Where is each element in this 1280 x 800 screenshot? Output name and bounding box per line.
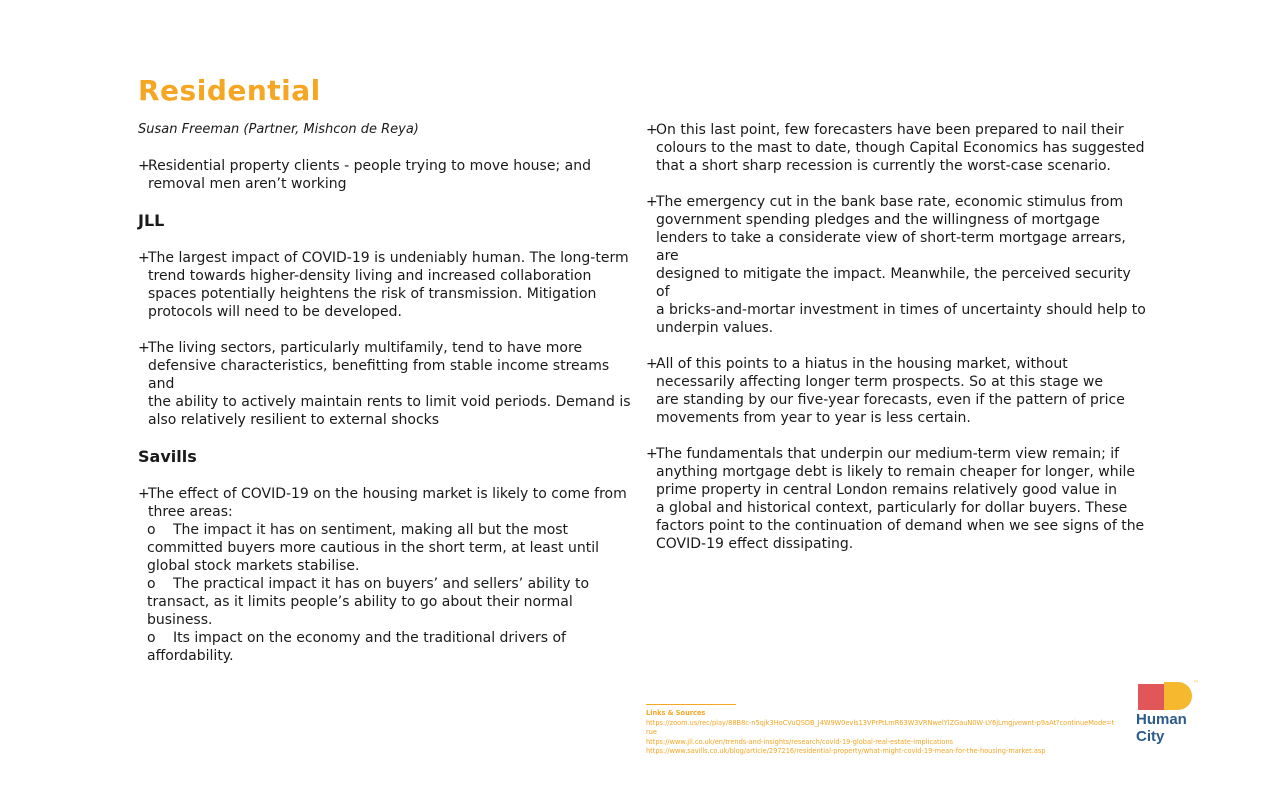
bullet-item (646, 355, 1146, 427)
sub-item (147, 575, 638, 629)
logo-text-line1: Human (1136, 711, 1187, 728)
plus-marker: + (646, 194, 658, 210)
source-link[interactable]: https://www.savills.co.uk/blog/article/297216/residential-property/what-might-covid-19-mean-for-the-housing-market.asp (646, 747, 1046, 755)
sub-marker: o (147, 522, 156, 538)
sources-block (646, 704, 1116, 757)
left-column (138, 121, 638, 665)
sources-divider (646, 704, 736, 705)
bullet-item (646, 445, 1146, 553)
bullet-text: The largest impact of COVID-19 is undeniably human. The long-term trend towards higher-density living and increased collaboration spaces potentially heightens the risk of transmission. Mitigation protocols will need to be developed. (148, 250, 629, 320)
bullet-text: All of this points to a hiatus in the housing market, without necessarily affecting longer term prospects. So at this stage we are standing by our five-year forecasts, even if the pattern of price movements from year to year is less certain. (656, 356, 1125, 426)
page-title: Residential (138, 74, 321, 107)
plus-marker: + (646, 446, 658, 462)
bullet-text: The emergency cut in the bank base rate, economic stimulus from government spending pledges and the willingness of mortgage lenders to take a considerate view of short-term mortgage arrears, are designed to mitigate the impact. Meanwhile, the perceived security of a bricks-and-mortar investment in times of uncertainty should help to underpin values. (656, 194, 1146, 336)
plus-marker: + (138, 340, 150, 356)
logo-red-square (1138, 684, 1164, 710)
right-column (646, 121, 1146, 571)
sub-marker: o (147, 576, 156, 592)
sub-item-first-line: The impact it has on sentiment, making all but the most (173, 522, 569, 538)
bullet-item (138, 339, 638, 429)
bullet-text: The effect of COVID-19 on the housing market is likely to come from three areas: (148, 486, 627, 520)
plus-marker: + (138, 486, 150, 502)
bullet-text: On this last point, few forecasters have been prepared to nail their colours to the mast to date, though Capital Economics has suggested that a short sharp recession is currently the worst-case scenario. (656, 122, 1145, 174)
sub-marker: o (147, 630, 156, 646)
sub-item-rest: transact, as it limits people’s ability to go about their normal business. (147, 594, 573, 628)
sources-label: Links & Sources (646, 709, 706, 717)
bullet-text: The living sectors, particularly multifamily, tend to have more defensive characteristics, benefitting from stable income streams and the ability to actively maintain rents to limit void periods. Demand is also relatively resilient to external shocks (148, 340, 631, 428)
bullet-item (138, 485, 638, 521)
plus-marker: + (646, 122, 658, 138)
source-link[interactable]: https://zoom.us/rec/play/88B8c-n5qjk3HoCVuQSDB_J4W9W0evls13VPrPtLmR63W3VRNwelYlZGauN0W-LY6jLmgjvewnt-p9aAt?continueMode=true (646, 718, 1115, 736)
sub-item-first-line: Its impact on the economy and the traditional drivers of (173, 630, 566, 646)
sub-item (147, 521, 638, 575)
sub-list (147, 521, 638, 665)
plus-marker: + (138, 158, 150, 174)
bullet-item (138, 249, 638, 321)
sub-item-first-line: The practical impact it has on buyers’ and sellers’ ability to (173, 576, 590, 592)
human-city-logo (1136, 682, 1202, 746)
bullet-item (138, 157, 638, 193)
bullet-text: Residential property clients - people trying to move house; and removal men aren’t working (148, 158, 591, 192)
plus-marker: + (138, 250, 150, 266)
sub-item-rest: committed buyers more cautious in the short term, at least until global stock markets stabilise. (147, 540, 600, 574)
sub-item (147, 629, 638, 665)
bullet-item (646, 193, 1146, 337)
byline: Susan Freeman (Partner, Mishcon de Reya) (138, 122, 419, 137)
bullet-item (646, 121, 1146, 175)
bullet-text: The fundamentals that underpin our medium-term view remain; if anything mortgage debt is likely to remain cheaper for longer, while prime property in central London remains relatively good value in a global and historical context, particularly for dollar buyers. These factors point to the continuation of demand when we see signs of the COVID-19 effect dissipating. (656, 446, 1145, 552)
plus-marker: + (646, 356, 658, 372)
logo-text-line2: City (1136, 728, 1165, 745)
logo-mark-icon (1136, 682, 1202, 710)
section-heading-jll: JLL (138, 211, 165, 230)
trademark-symbol: ™ (1193, 680, 1199, 687)
section-heading-savills: Savills (138, 447, 197, 466)
logo-yellow-shape (1164, 682, 1192, 710)
source-link[interactable]: https://www.jll.co.uk/en/trends-and-insights/research/covid-19-global-real-estate-implications (646, 737, 954, 746)
sub-item-rest: affordability. (147, 648, 234, 664)
